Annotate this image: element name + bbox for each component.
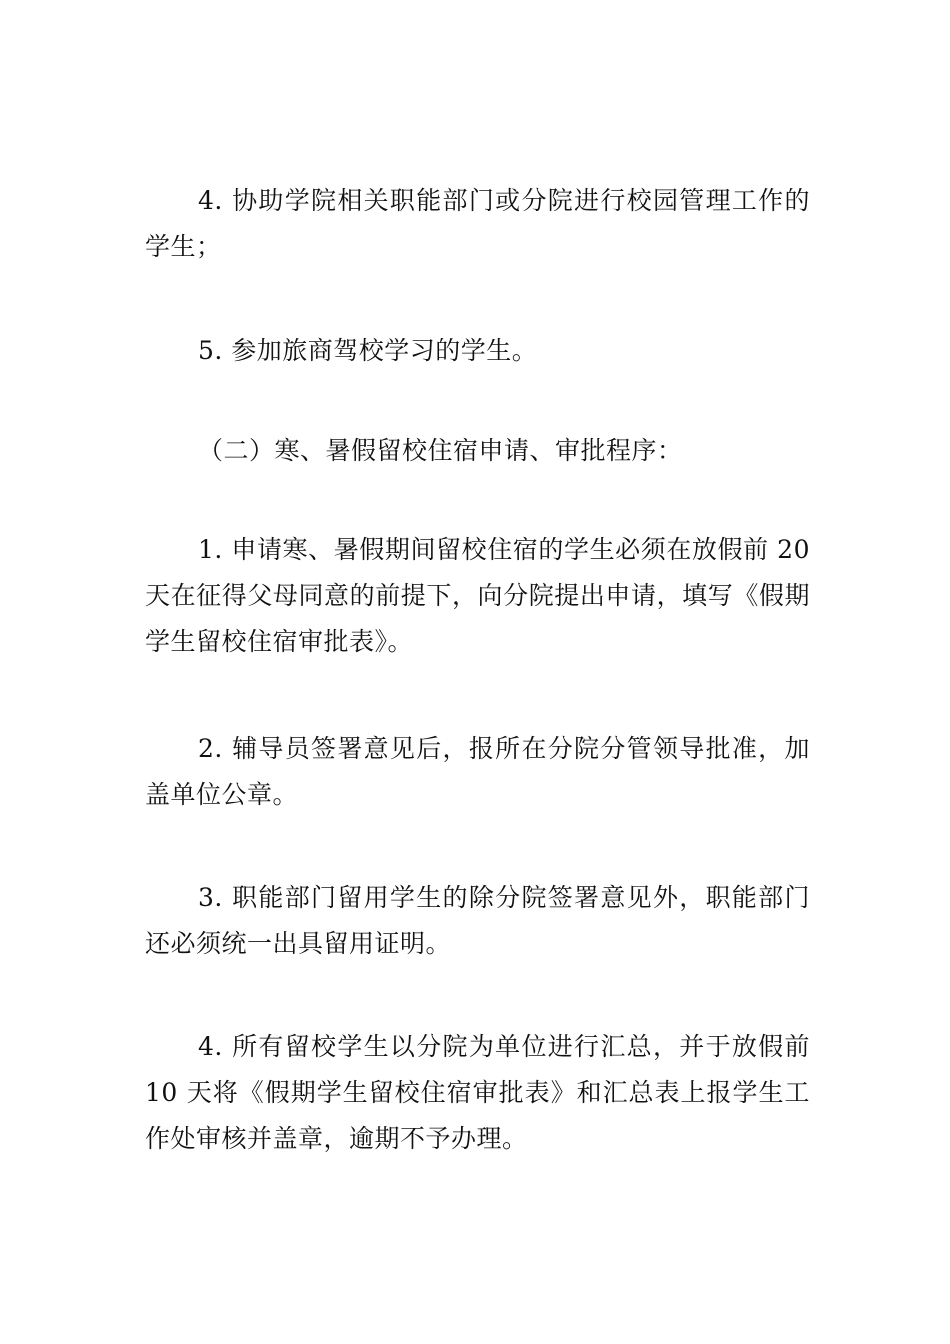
paragraph-step-4: 4. 所有留校学生以分院为单位进行汇总，并于放假前 10 天将《假期学生留校住宿审批表》和汇总表上报学生工作处审核并盖章，逾期不予办理。: [145, 1032, 810, 1153]
paragraph-step-2: 2. 辅导员签署意见后，报所在分院分管领导批准，加盖单位公章。: [145, 734, 810, 809]
paragraph-step-1: 1. 申请寒、暑假期间留校住宿的学生必须在放假前 20 天在征得父母同意的前提下，向分院提出申请，填写《假期学生留校住宿审批表》。: [145, 535, 810, 656]
paragraph-item-5: 5. 参加旅商驾校学习的学生。: [198, 336, 538, 365]
paragraph-item-4: 4. 协助学院相关职能部门或分院进行校园管理工作的学生；: [145, 186, 810, 261]
paragraph-step-3: 3. 职能部门留用学生的除分院签署意见外，职能部门还必须统一出具留用证明。: [145, 883, 810, 958]
section-heading: （二）寒、暑假留校住宿申请、审批程序：: [198, 436, 683, 465]
